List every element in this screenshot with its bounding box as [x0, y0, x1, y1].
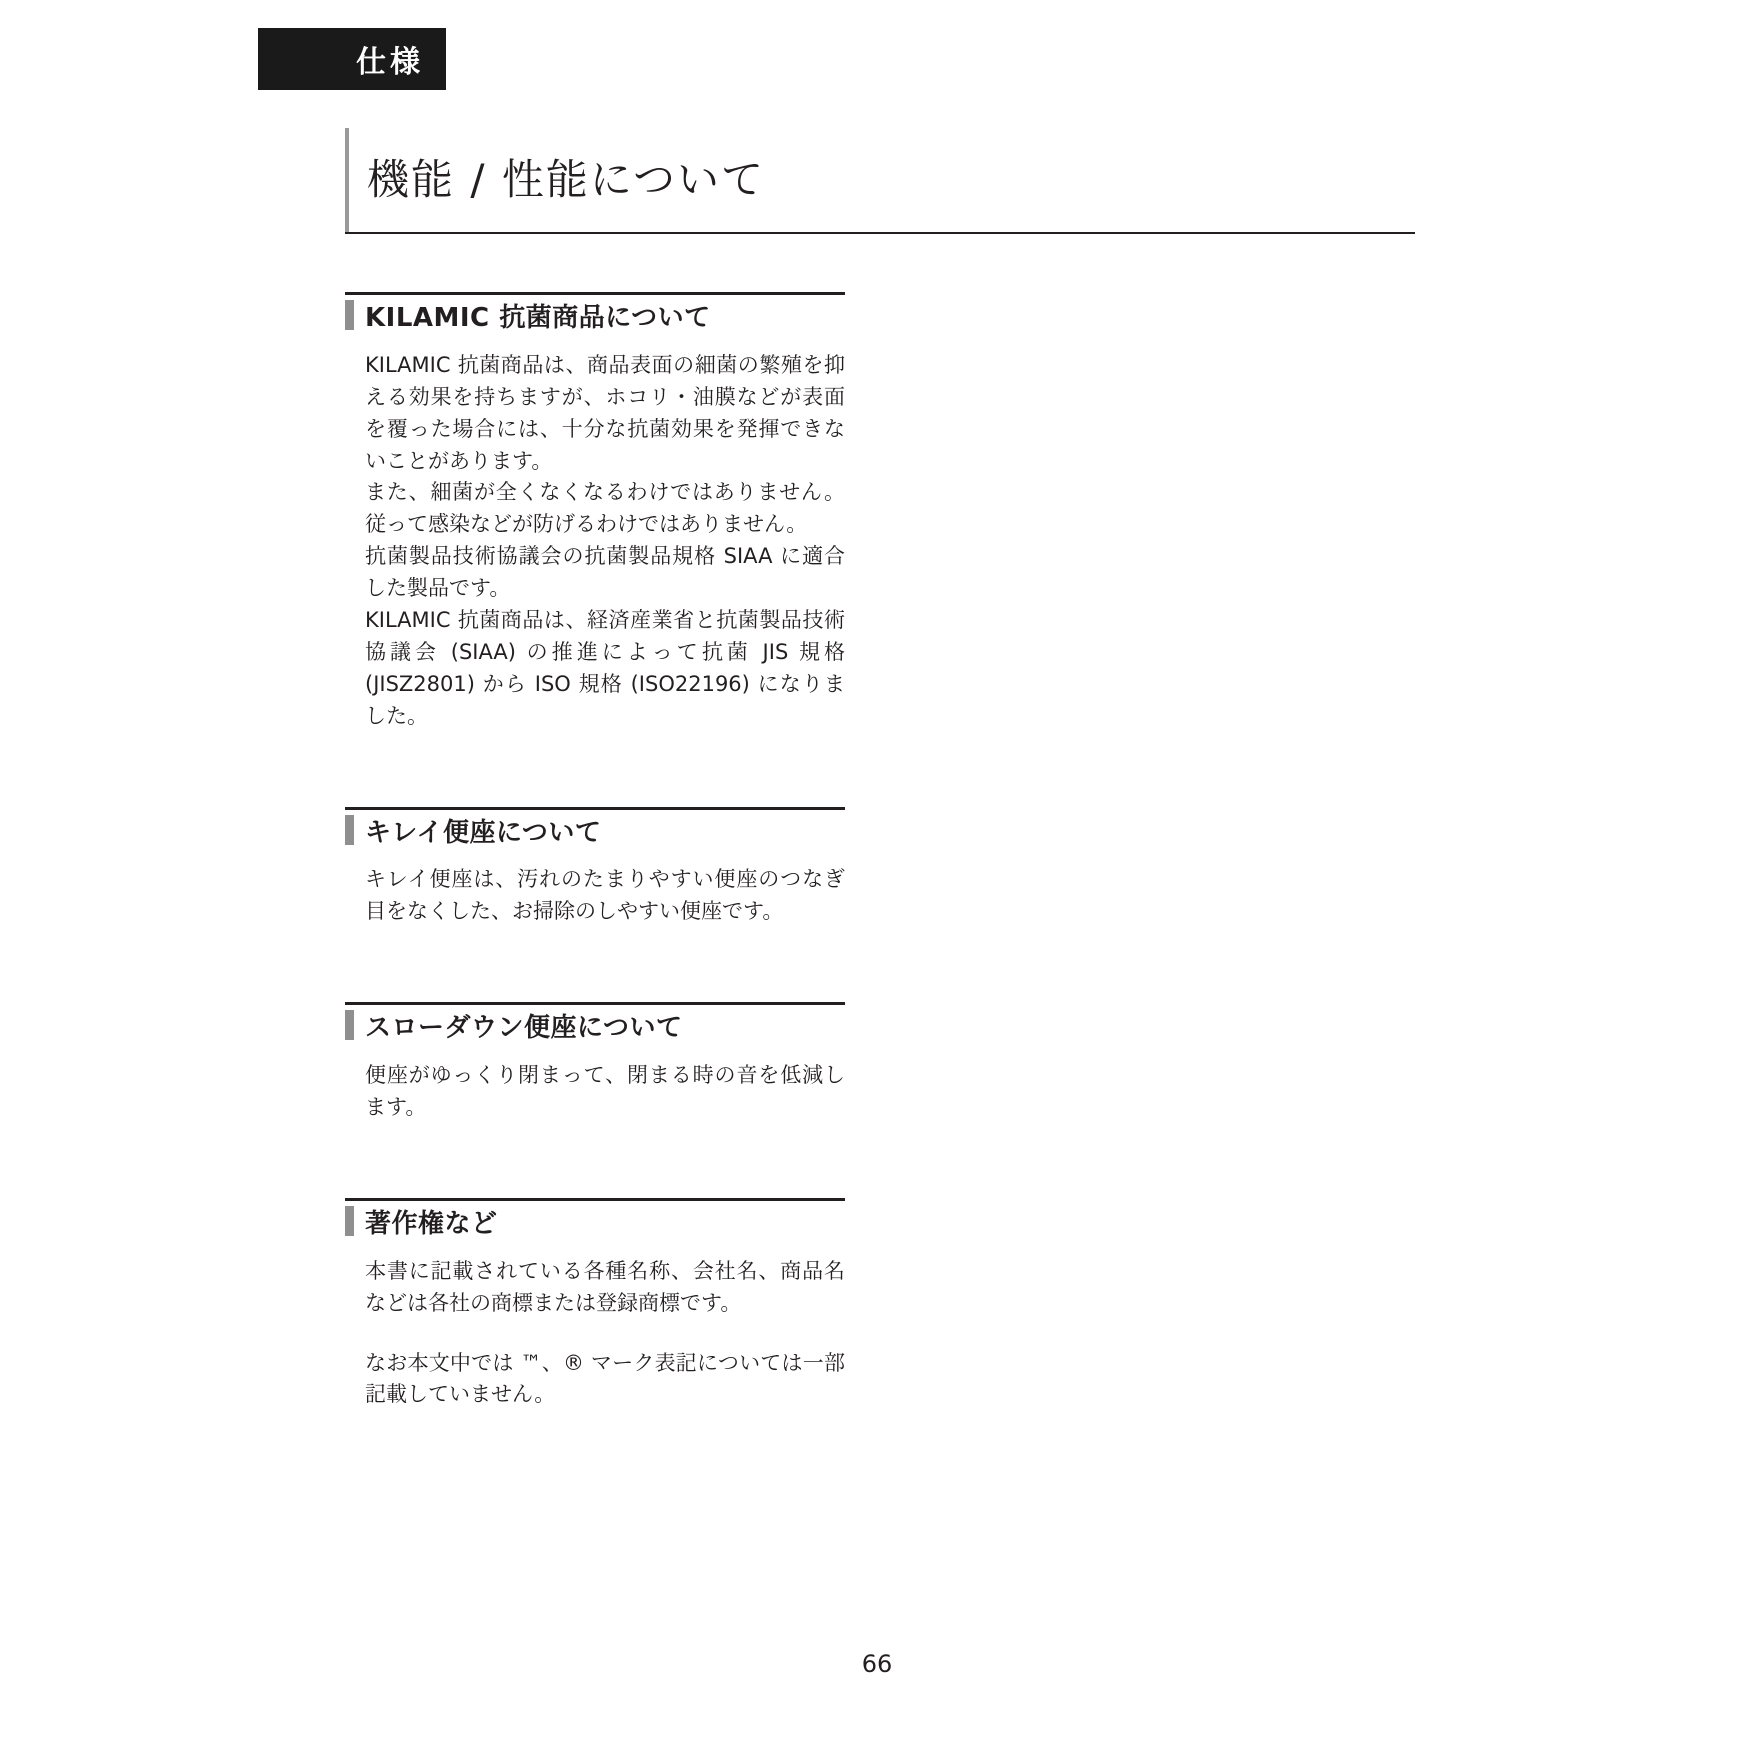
section-accent-bar	[345, 1010, 354, 1040]
paragraph: KILAMIC 抗菌商品は、経済産業省と抗菌製品技術協議会 (SIAA) の推進によって抗菌 JIS 規格 (JISZ2801) から ISO 規格 (ISO22196) になりました。	[365, 608, 845, 728]
content-column	[345, 292, 845, 1457]
paragraph: 本書に記載されている各種名称、会社名、商品名などは各社の商標または登録商標です。	[365, 1258, 845, 1315]
section-title: キレイ便座について	[365, 817, 602, 848]
section-tab-label: 仕様	[356, 45, 424, 80]
section-body	[345, 1256, 845, 1412]
section-title: KILAMIC 抗菌商品について	[365, 303, 711, 333]
section-accent-bar	[345, 1206, 354, 1236]
section-header	[345, 1198, 845, 1242]
section-copyright	[345, 1198, 845, 1411]
spacer	[345, 1170, 845, 1198]
section-body	[345, 350, 845, 733]
section-header	[345, 292, 845, 336]
section-title: 著作権など	[365, 1208, 498, 1239]
section-header	[345, 1002, 845, 1046]
chapter-divider	[345, 232, 1415, 234]
section-accent-bar	[345, 815, 354, 845]
spacer	[345, 974, 845, 1002]
section-header	[345, 807, 845, 851]
paragraph: 便座がゆっくり閉まって、閉まる時の音を低減します。	[365, 1063, 845, 1119]
section-body	[345, 1060, 845, 1124]
section-title: スローダウン便座について	[365, 1013, 683, 1044]
paragraph: KILAMIC 抗菌商品は、商品表面の細菌の繁殖を抑える効果を持ちますが、ホコリ・油膜などが表面を覆った場合には、十分な抗菌効果を発揮できないことがあります。	[365, 352, 845, 473]
paragraph: 抗菌製品技術協議会の抗菌製品規格 SIAA に適合した製品です。	[365, 544, 845, 601]
page-title: 機能 / 性能について	[367, 155, 766, 204]
spacer	[345, 779, 845, 807]
section-body	[345, 864, 845, 928]
paragraph: なお本文中では ™、® マーク表記については一部記載していません。	[365, 1350, 845, 1407]
paragraph: キレイ便座は、汚れのたまりやすい便座のつなぎ目をなくした、お掃除のしやすい便座です。	[365, 867, 845, 924]
chapter-accent-bar	[345, 128, 349, 232]
section-tab	[258, 28, 446, 90]
section-slowdown-benza	[345, 1002, 845, 1124]
chapter-heading	[345, 128, 1415, 232]
section-kilamic	[345, 292, 845, 733]
paragraph: また、細菌が全くなくなるわけではありません。従って感染などが防げるわけではありません。	[365, 480, 845, 537]
section-accent-bar	[345, 300, 354, 330]
page-number: 66	[861, 1650, 893, 1678]
section-kirei-benza	[345, 807, 845, 929]
